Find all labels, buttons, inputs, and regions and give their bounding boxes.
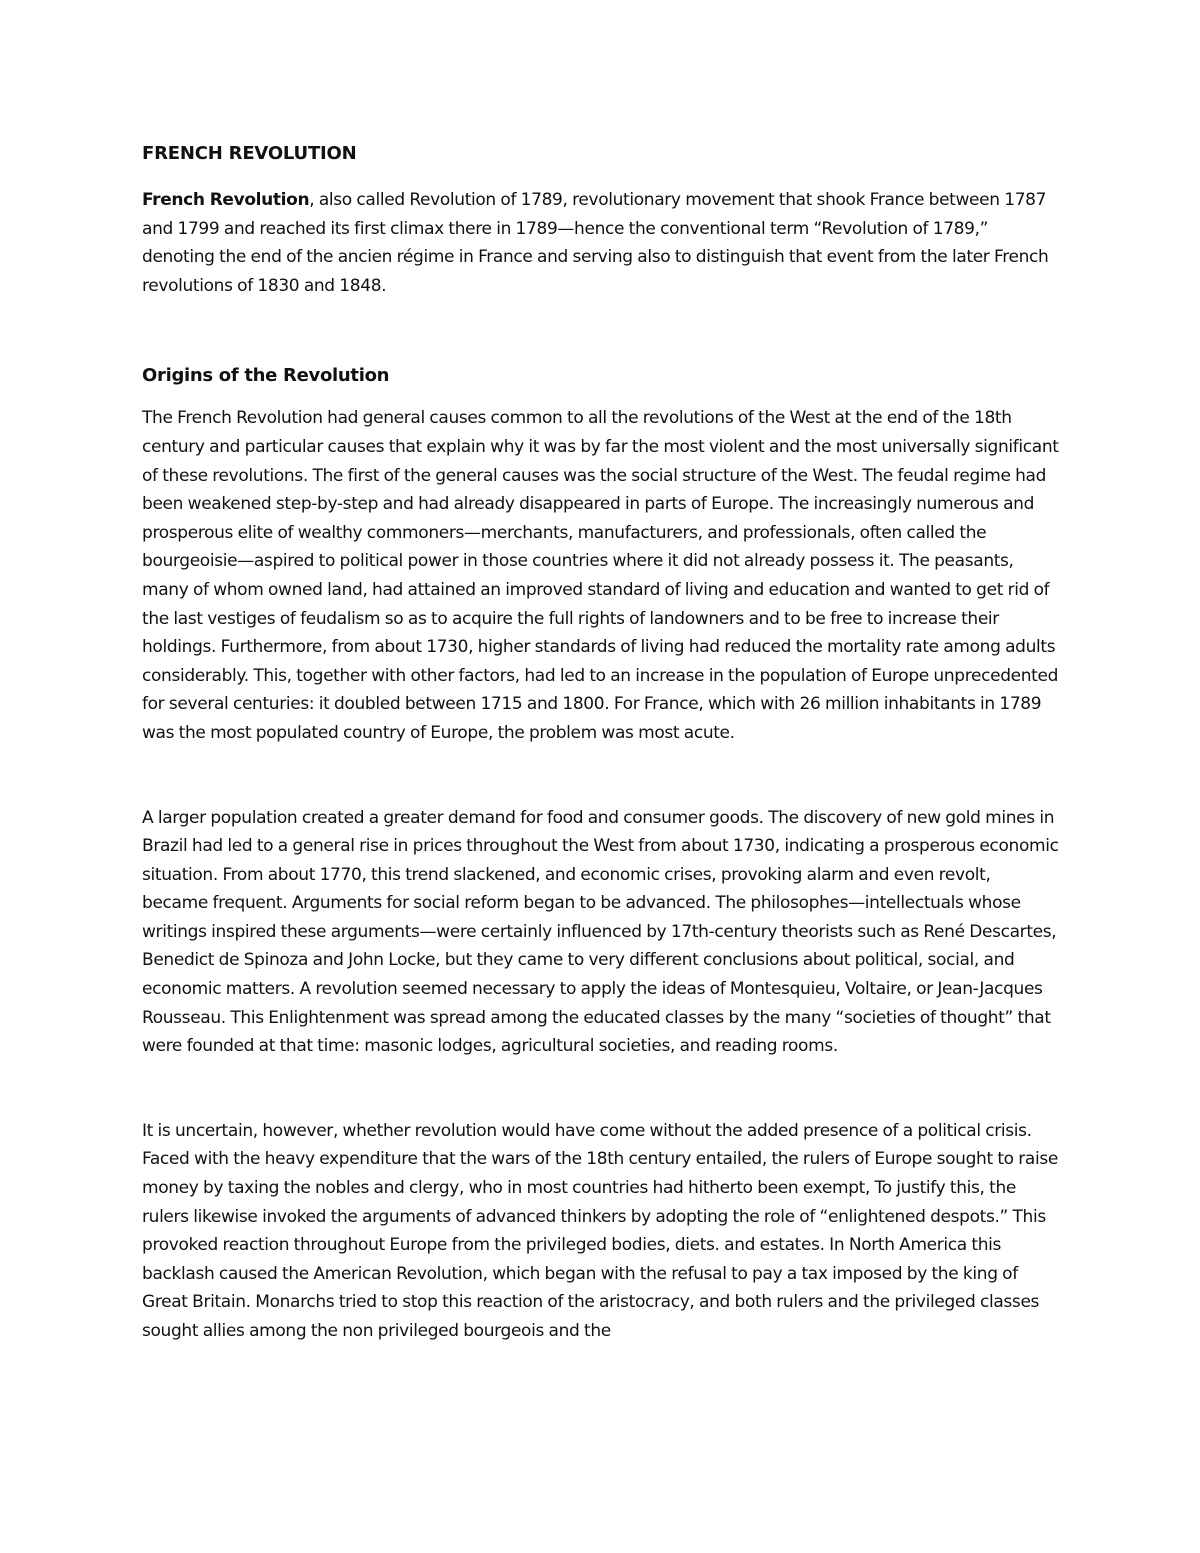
body-paragraph-3: It is uncertain, however, whether revolution would have come without the added presence of a political crisis. Faced with the heavy expenditure that the wars of the 18th century entailed, the rulers of Europe sought to raise money by taxing the nobles and clergy, who in most countries had hitherto been exempt, To justify this, the rulers likewise invoked the arguments of advanced thinkers by adopting the role of “enlightened despots.” This provoked reaction throughout Europe from the privileged bodies, diets. and estates. In North America this backlash caused the American Revolution, which began with the refusal to pay a tax imposed by the king of Great Britain. Monarchs tried to stop this reaction of the aristocracy, and both rulers and the privileged classes sought allies among the non privileged bourgeois and the — [142, 1120, 1058, 1341]
document-title: FRENCH REVOLUTION — [142, 143, 357, 164]
document-page — [142, 140, 1060, 1346]
section-heading: Origins of the Revolution — [142, 365, 390, 387]
body-paragraph-2: A larger population created a greater demand for food and consumer goods. The discovery of new gold mines in Brazil had led to a general rise in prices throughout the West from about 1730, indicating a prosperous economic situation. From about 1770, this trend slackened, and economic crises, provoking alarm and even revolt, became frequent. Arguments for social reform began to be advanced. The philosophes—intellectuals whose writings inspired these arguments—were certainly influenced by 17th-century theorists such as René Descartes, Benedict de Spinoza and John Locke, but they came to very different conclusions about political, social, and economic matters. A revolution seemed necessary to apply the ideas of Montesquieu, Voltaire, or Jean-Jacques Rousseau. This Enlightenment was spread among the educated classes by the many “societies of thought” that were founded at that time: masonic lodges, agricultural societies, and reading rooms. — [142, 807, 1059, 1057]
spacer — [142, 300, 1060, 362]
intro-lead-term: French Revolution — [142, 190, 310, 210]
body-paragraph-1: The French Revolution had general causes common to all the revolutions of the West at the end of the 18th century and particular causes that explain why it was by far the most violent and the most universally significant of these revolutions. The first of the general causes was the social structure of the West. The feudal regime had been weakened step-by-step and had already disappeared in parts of Europe. The increasingly numerous and prosperous elite of wealthy commoners—merchants, manufacturers, and professionals, often called the bourgeoisie—aspired to political power in those countries where it did not already possess it. The peasants, many of whom owned land, had attained an improved standard of living and education and wanted to get rid of the last vestiges of feudalism so as to acquire the full rights of landowners and to be free to increase their holdings. Furthermore, from about 1730, higher standards of living had reduced the mortality rate among adults considerably. This, together with other factors, had led to an increase in the population of Europe unprecedented for several centuries: it doubled between 1715 and 1800. For France, which with 26 million inhabitants in 1789 was the most populated country of Europe, the problem was most acute. — [142, 408, 1059, 743]
spacer — [142, 1061, 1060, 1117]
intro-text: , also called Revolution of 1789, revolutionary movement that shook France between 1787 and 1799 and reached its first climax there in 1789—hence the conventional term “Revolution of 1789,” denoting the end of the ancien régime in France and serving also to distinguish that event from the later French revolutions of 1830 and 1848. — [142, 190, 1049, 296]
spacer — [142, 748, 1060, 804]
intro-paragraph — [142, 186, 1060, 300]
